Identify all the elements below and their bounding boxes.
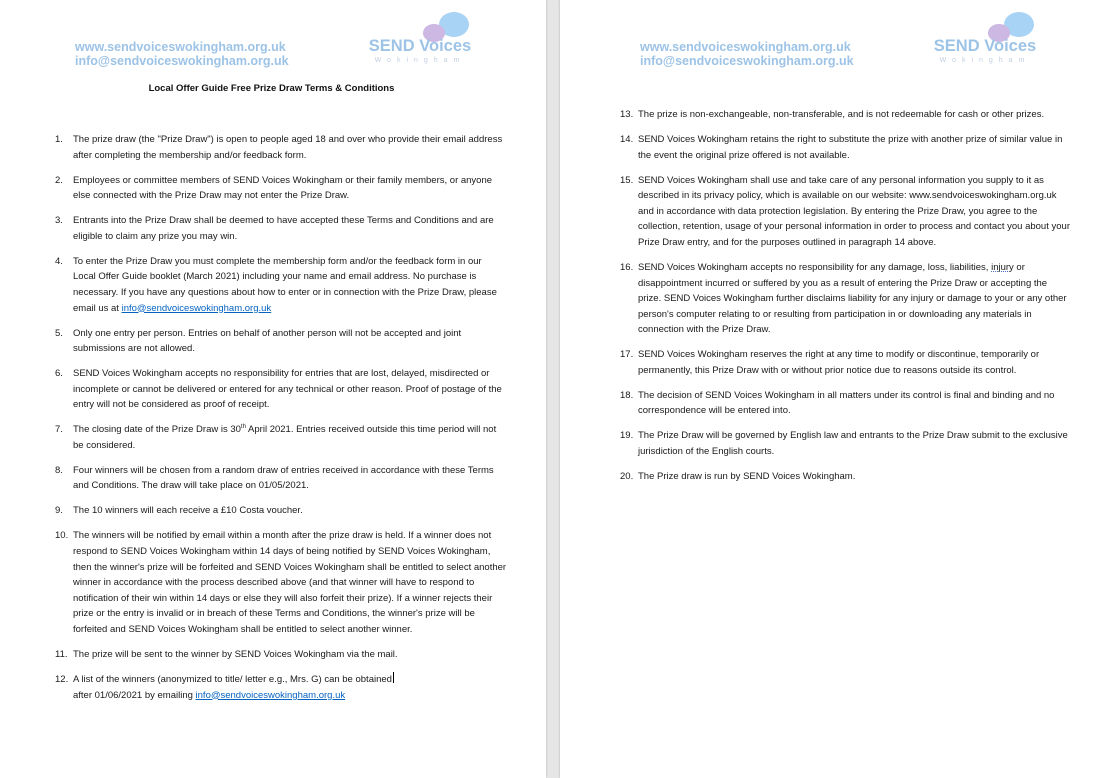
item-text: SEND Voices Wokingham shall use and take care of any personal information you supply to it as described in its privacy policy, which is available on our website: www.sendvoiceswokingham.org.uk and in accordance with data protection legislation. By entering the Prize Draw, you agree to the collection, retention, usage of your personal information in order to process and contact you about your Prize Draw entry, and for the purposes outlined in paragraph 14 above. (638, 174, 1070, 248)
terms-item-15 (620, 173, 1072, 251)
item-text-part: after 01/06/2021 by emailing (73, 689, 196, 701)
terms-item-18 (620, 388, 1072, 419)
logo-subtext: Wokingham (939, 57, 1031, 64)
item-text (73, 254, 507, 316)
item-number: 8. (55, 464, 63, 476)
item-text: SEND Voices Wokingham reserves the right at any time to modify or discontinue, temporarily or permanently, this Prize Draw with or without prior notice due to reasons outside its control. (638, 349, 1040, 376)
item-text: The winners will be notified by email within a month after the prize draw is held. If a winner does not respond to SEND Voices Wokingham within 14 days of being notified by SEND Voices Wokingham, then the winner's prize will be forfeited and SEND Voices Wokingham shall be entitled to select another winner in accordance with the process described above (and that winner will have to respond to notification of their win within 14 days or else they will also forfeit their prize). If a winner rejects their prize or the entry is invalid or in breach of these Terms and Conditions, the winner's prize will be forfeited and SEND Voices Wokingham shall be entitled to select another winner. (73, 530, 507, 635)
terms-item-6 (55, 366, 507, 413)
document-title: Local Offer Guide Free Prize Draw Terms & Conditions (148, 83, 395, 94)
header-contact (75, 40, 289, 68)
terms-item-20 (620, 469, 1072, 485)
item-text-part: or disappointment incurred or suffered by you as a result of entering the Prize Draw or accepting the prize. SEND Voices Wokingham further disclaims liability for any injury or damage to your or any other person's computer relating to or resulting from participation in or downloading any materials in connection with the Prize Draw. (638, 261, 1067, 336)
terms-item-10 (55, 528, 507, 637)
item-number: 7. (55, 424, 63, 436)
item-number: 6. (55, 368, 63, 380)
terms-item-2 (55, 173, 507, 204)
item-number: 18. (620, 389, 634, 401)
item-number: 19. (620, 430, 634, 442)
terms-item-1 (55, 132, 507, 163)
terms-item-7 (55, 422, 507, 453)
header-contact (640, 40, 854, 68)
logo-subtext: Wokingham (374, 57, 466, 64)
item-number: 4. (55, 255, 63, 267)
terms-item-8 (55, 463, 507, 494)
item-number: 2. (55, 174, 63, 186)
item-number: 16. (620, 261, 634, 273)
terms-item-3 (55, 213, 507, 244)
item-number: 3. (55, 215, 63, 227)
terms-item-13 (620, 107, 1072, 123)
item-number: 9. (55, 505, 63, 517)
header-email: info@sendvoiceswokingham.org.uk (75, 54, 289, 68)
item-text: The 10 winners will each receive a £10 Costa voucher. (73, 505, 303, 517)
item-text: The prize draw (the "Prize Draw") is open to people aged 18 and over who provide their email address after completing the membership and/or feedback form. (73, 134, 503, 161)
item-text: The Prize Draw will be governed by English law and entrants to the Prize Draw submit to the exclusive jurisdiction of the English courts. (638, 430, 1068, 458)
email-link[interactable]: info@sendvoiceswokingham.org.uk (195, 689, 346, 701)
header-email: info@sendvoiceswokingham.org.uk (640, 54, 854, 68)
item-text: The prize will be sent to the winner by SEND Voices Wokingham via the mail. (73, 648, 398, 660)
item-text-part: April 2021. Entries received outside this time period will not be considered. (73, 424, 497, 451)
header-website: www.sendvoiceswokingham.org.uk (640, 40, 851, 54)
item-number: 20. (620, 471, 634, 483)
ordinal-suffix: th (240, 424, 246, 431)
terms-item-14 (620, 132, 1072, 163)
item-number: 11. (55, 648, 68, 660)
send-voices-logo (926, 6, 1046, 66)
item-text (73, 422, 507, 453)
terms-list-page-2 (620, 107, 1072, 494)
item-text: Four winners will be chosen from a random draw of entries received in accordance with these Terms and Conditions. The draw will take place on 01/05/2021. (73, 464, 494, 492)
item-text-part: SEND Voices Wokingham accepts no responsibility for any damage, loss, liabilities, (638, 261, 992, 273)
item-text: Only one entry per person. Entries on behalf of another person will not be accepted and joint submissions are not allowed. (73, 327, 462, 355)
text-cursor (393, 672, 394, 683)
terms-item-17 (620, 347, 1072, 378)
email-link[interactable]: info@sendvoiceswokingham.org.uk (121, 302, 272, 314)
header-website: www.sendvoiceswokingham.org.uk (75, 40, 286, 54)
item-text: The Prize draw is run by SEND Voices Wokingham. (638, 471, 856, 483)
terms-item-16 (620, 260, 1072, 338)
item-text (638, 260, 1072, 338)
terms-list-page-1 (55, 132, 507, 713)
item-text: The decision of SEND Voices Wokingham in all matters under its control is final and binding and no correspondence will be entered into. (638, 389, 1055, 417)
item-text: SEND Voices Wokingham accepts no responsibility for entries that are lost, delayed, misdirected or incomplete or cannot be delivered or entered for any technical or other reason. Proof of postage of the entry will not be considered as proof of receipt. (73, 368, 502, 411)
item-number: 12. (55, 673, 69, 685)
item-number: 15. (620, 174, 634, 186)
logo-text: SEND Voices (368, 37, 472, 55)
terms-item-9 (55, 503, 507, 519)
item-number: 13. (620, 109, 634, 120)
item-text-part: A list of the winners (anonymized to title/ letter e.g., Mrs. G) can be obtained (73, 673, 392, 685)
item-text: SEND Voices Wokingham retains the right to substitute the prize with another prize of similar value in the event the original prize offered is not available. (638, 133, 1063, 161)
send-voices-logo (361, 6, 481, 66)
item-number: 1. (55, 134, 63, 145)
item-number: 14. (620, 133, 634, 145)
terms-item-12 (55, 672, 507, 703)
item-text-body: To enter the Prize Draw you must complete the membership form and/or the feedback form in our Local Offer Guide booklet (March 2021) including your name and email address. No purchase is necessary. If you have any questions about how to enter or in connection with the Prize Draw, please email us at (73, 255, 497, 314)
item-number: 10. (55, 530, 69, 542)
item-number: 17. (620, 349, 634, 361)
terms-item-5 (55, 326, 507, 357)
item-text (73, 672, 507, 703)
item-text-part: The closing date of the Prize Draw is 30 (73, 424, 241, 436)
item-text: The prize is non-exchangeable, non-transferable, and is not redeemable for cash or other prizes. (638, 109, 1045, 120)
item-text: Entrants into the Prize Draw shall be deemed to have accepted these Terms and Conditions and are eligible to claim any prize you may win. (73, 215, 494, 242)
spellcheck-word[interactable]: injury (991, 261, 1014, 273)
terms-item-11 (55, 647, 507, 663)
item-text: Employees or committee members of SEND Voices Wokingham or their family members, or anyone else connected with the Prize Draw may not enter the Prize Draw. (73, 174, 493, 202)
logo-text: SEND Voices (933, 37, 1037, 55)
item-number: 5. (55, 327, 63, 339)
terms-item-4 (55, 254, 507, 316)
terms-item-19 (620, 428, 1072, 459)
